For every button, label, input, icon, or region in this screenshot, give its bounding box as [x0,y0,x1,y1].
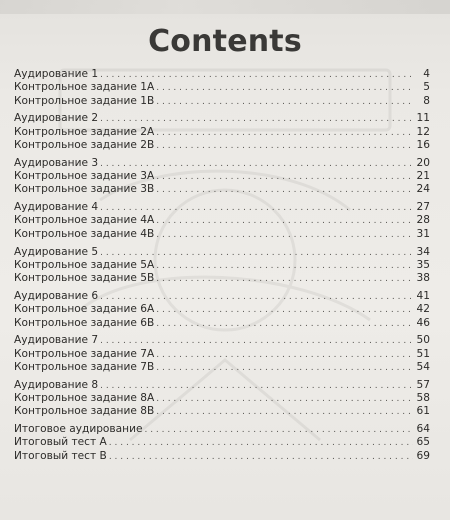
toc-entry-label: Аудирование 4 [14,201,99,214]
dot-leader [156,127,412,139]
toc-entry [14,139,430,152]
toc-entry-label: Аудирование 1 [14,68,99,80]
toc-entry-label: Контрольное задание 2А [14,125,155,138]
toc-entry [14,450,430,463]
toc-entry [14,361,430,374]
toc-entry-page-number: 31 [416,227,430,240]
dot-leader [144,424,412,436]
toc-entry [14,405,430,418]
toc-entry [14,183,430,196]
dot-leader [156,171,412,183]
toc-entry-page-number: 16 [416,138,430,151]
toc-entry-page-number: 28 [416,214,430,227]
toc-entry [14,228,430,241]
toc-entry [14,317,430,330]
toc-entry-label: Аудирование 5 [14,245,99,258]
toc-entry-page-number: 24 [416,183,430,196]
toc-entry-label: Контрольное задание 2В [14,138,155,151]
toc-entry-page-number: 51 [416,347,430,360]
toc-entry-label: Итоговое аудирование [14,423,143,436]
dot-leader [156,96,414,108]
toc-entry-label: Контрольное задание 5А [14,258,155,271]
dot-leader [109,437,413,449]
toc-entry-page-number: 4 [423,68,430,80]
dot-leader [156,349,412,361]
dot-leader [156,318,412,330]
dot-leader [156,184,412,196]
toc-entry [14,379,430,392]
toc-entry-label: Контрольное задание 1А [14,81,155,94]
toc-entry [14,157,430,170]
dot-leader [156,229,412,241]
toc-group [14,246,430,286]
toc-entry-page-number: 64 [416,423,430,436]
toc-entry [14,81,430,94]
toc-entry-page-number: 65 [416,436,430,449]
toc-entry [14,112,430,125]
toc-entry-label: Контрольное задание 7В [14,360,155,373]
toc-entry-label: Контрольное задание 3А [14,170,155,183]
toc-entry-page-number: 20 [416,156,430,169]
dot-leader [156,260,412,272]
toc-entry-page-number: 11 [416,112,430,125]
toc-group [14,379,430,419]
toc-entry-label: Контрольное задание 6А [14,303,155,316]
toc-entry-label: Контрольное задание 4А [14,214,155,227]
toc-entry-page-number: 50 [416,334,430,347]
toc-entry [14,68,430,81]
dot-leader [156,82,414,94]
toc-entry-page-number: 41 [416,289,430,302]
toc-entry-page-number: 57 [416,378,430,391]
toc-entry [14,95,430,108]
toc-entry-page-number: 58 [416,392,430,405]
toc-entry [14,246,430,259]
toc-entry-label: Итоговый тест В [14,449,107,462]
toc-entry-label: Контрольное задание 1В [14,94,155,107]
dot-leader [156,393,412,405]
toc-entry-page-number: 21 [416,170,430,183]
toc-entry [14,126,430,139]
toc-entry-page-number: 8 [423,94,430,107]
toc-entry-label: Контрольное задание 3В [14,183,155,196]
toc-entry-page-number: 69 [416,449,430,462]
toc-group [14,201,430,241]
toc-entry-page-number: 38 [416,272,430,285]
page-title: Contents [148,24,302,59]
dot-leader [100,247,412,259]
toc-entry-label: Аудирование 3 [14,156,99,169]
dot-leader [100,113,412,125]
toc-entry-page-number: 61 [416,405,430,418]
top-edge-strip [0,0,450,14]
toc-entry-label: Аудирование 6 [14,289,99,302]
toc-entry-label: Аудирование 2 [14,112,99,125]
toc-entry-page-number: 12 [416,125,430,138]
toc-entry-label: Контрольное задание 8А [14,392,155,405]
toc-group [14,290,430,330]
toc-entry-label: Контрольное задание 6В [14,316,155,329]
toc-group [14,157,430,197]
dot-leader [100,202,412,214]
toc-entry [14,170,430,183]
toc-entry [14,214,430,227]
dot-leader [156,406,412,418]
toc-entry-label: Аудирование 8 [14,378,99,391]
toc-entry-label: Контрольное задание 5В [14,272,155,285]
toc-entry [14,303,430,316]
dot-leader [100,335,412,347]
toc-entry-page-number: 54 [416,360,430,373]
toc-entry-label: Контрольное задание 8В [14,405,155,418]
toc-entry [14,272,430,285]
toc-entry-label: Контрольное задание 7А [14,347,155,360]
toc-group [14,334,430,374]
toc-entry-page-number: 5 [423,81,430,94]
toc-entry [14,436,430,449]
toc-entry-page-number: 35 [416,258,430,271]
toc-entry [14,348,430,361]
dot-leader [100,291,412,303]
toc-group [14,68,430,108]
toc-group [14,423,430,463]
dot-leader [156,362,412,374]
toc-entry [14,201,430,214]
dot-leader [156,273,412,285]
toc-entry [14,334,430,347]
toc-entry-label: Итоговый тест А [14,436,107,449]
toc-entry-label: Контрольное задание 4В [14,227,155,240]
toc-entry-page-number: 46 [416,316,430,329]
toc-entry [14,290,430,303]
toc-entry [14,423,430,436]
dot-leader [156,215,412,227]
toc-entry [14,259,430,272]
toc-entry-page-number: 42 [416,303,430,316]
dot-leader [109,451,413,463]
toc-entry-page-number: 34 [416,245,430,258]
dot-leader [100,158,412,170]
dot-leader [100,69,414,81]
dot-leader [156,140,412,152]
toc-entry-label: Аудирование 7 [14,334,99,347]
dot-leader [156,304,412,316]
toc-entry [14,392,430,405]
toc-group [14,112,430,152]
table-of-contents [14,68,430,468]
toc-entry-page-number: 27 [416,201,430,214]
dot-leader [100,380,412,392]
